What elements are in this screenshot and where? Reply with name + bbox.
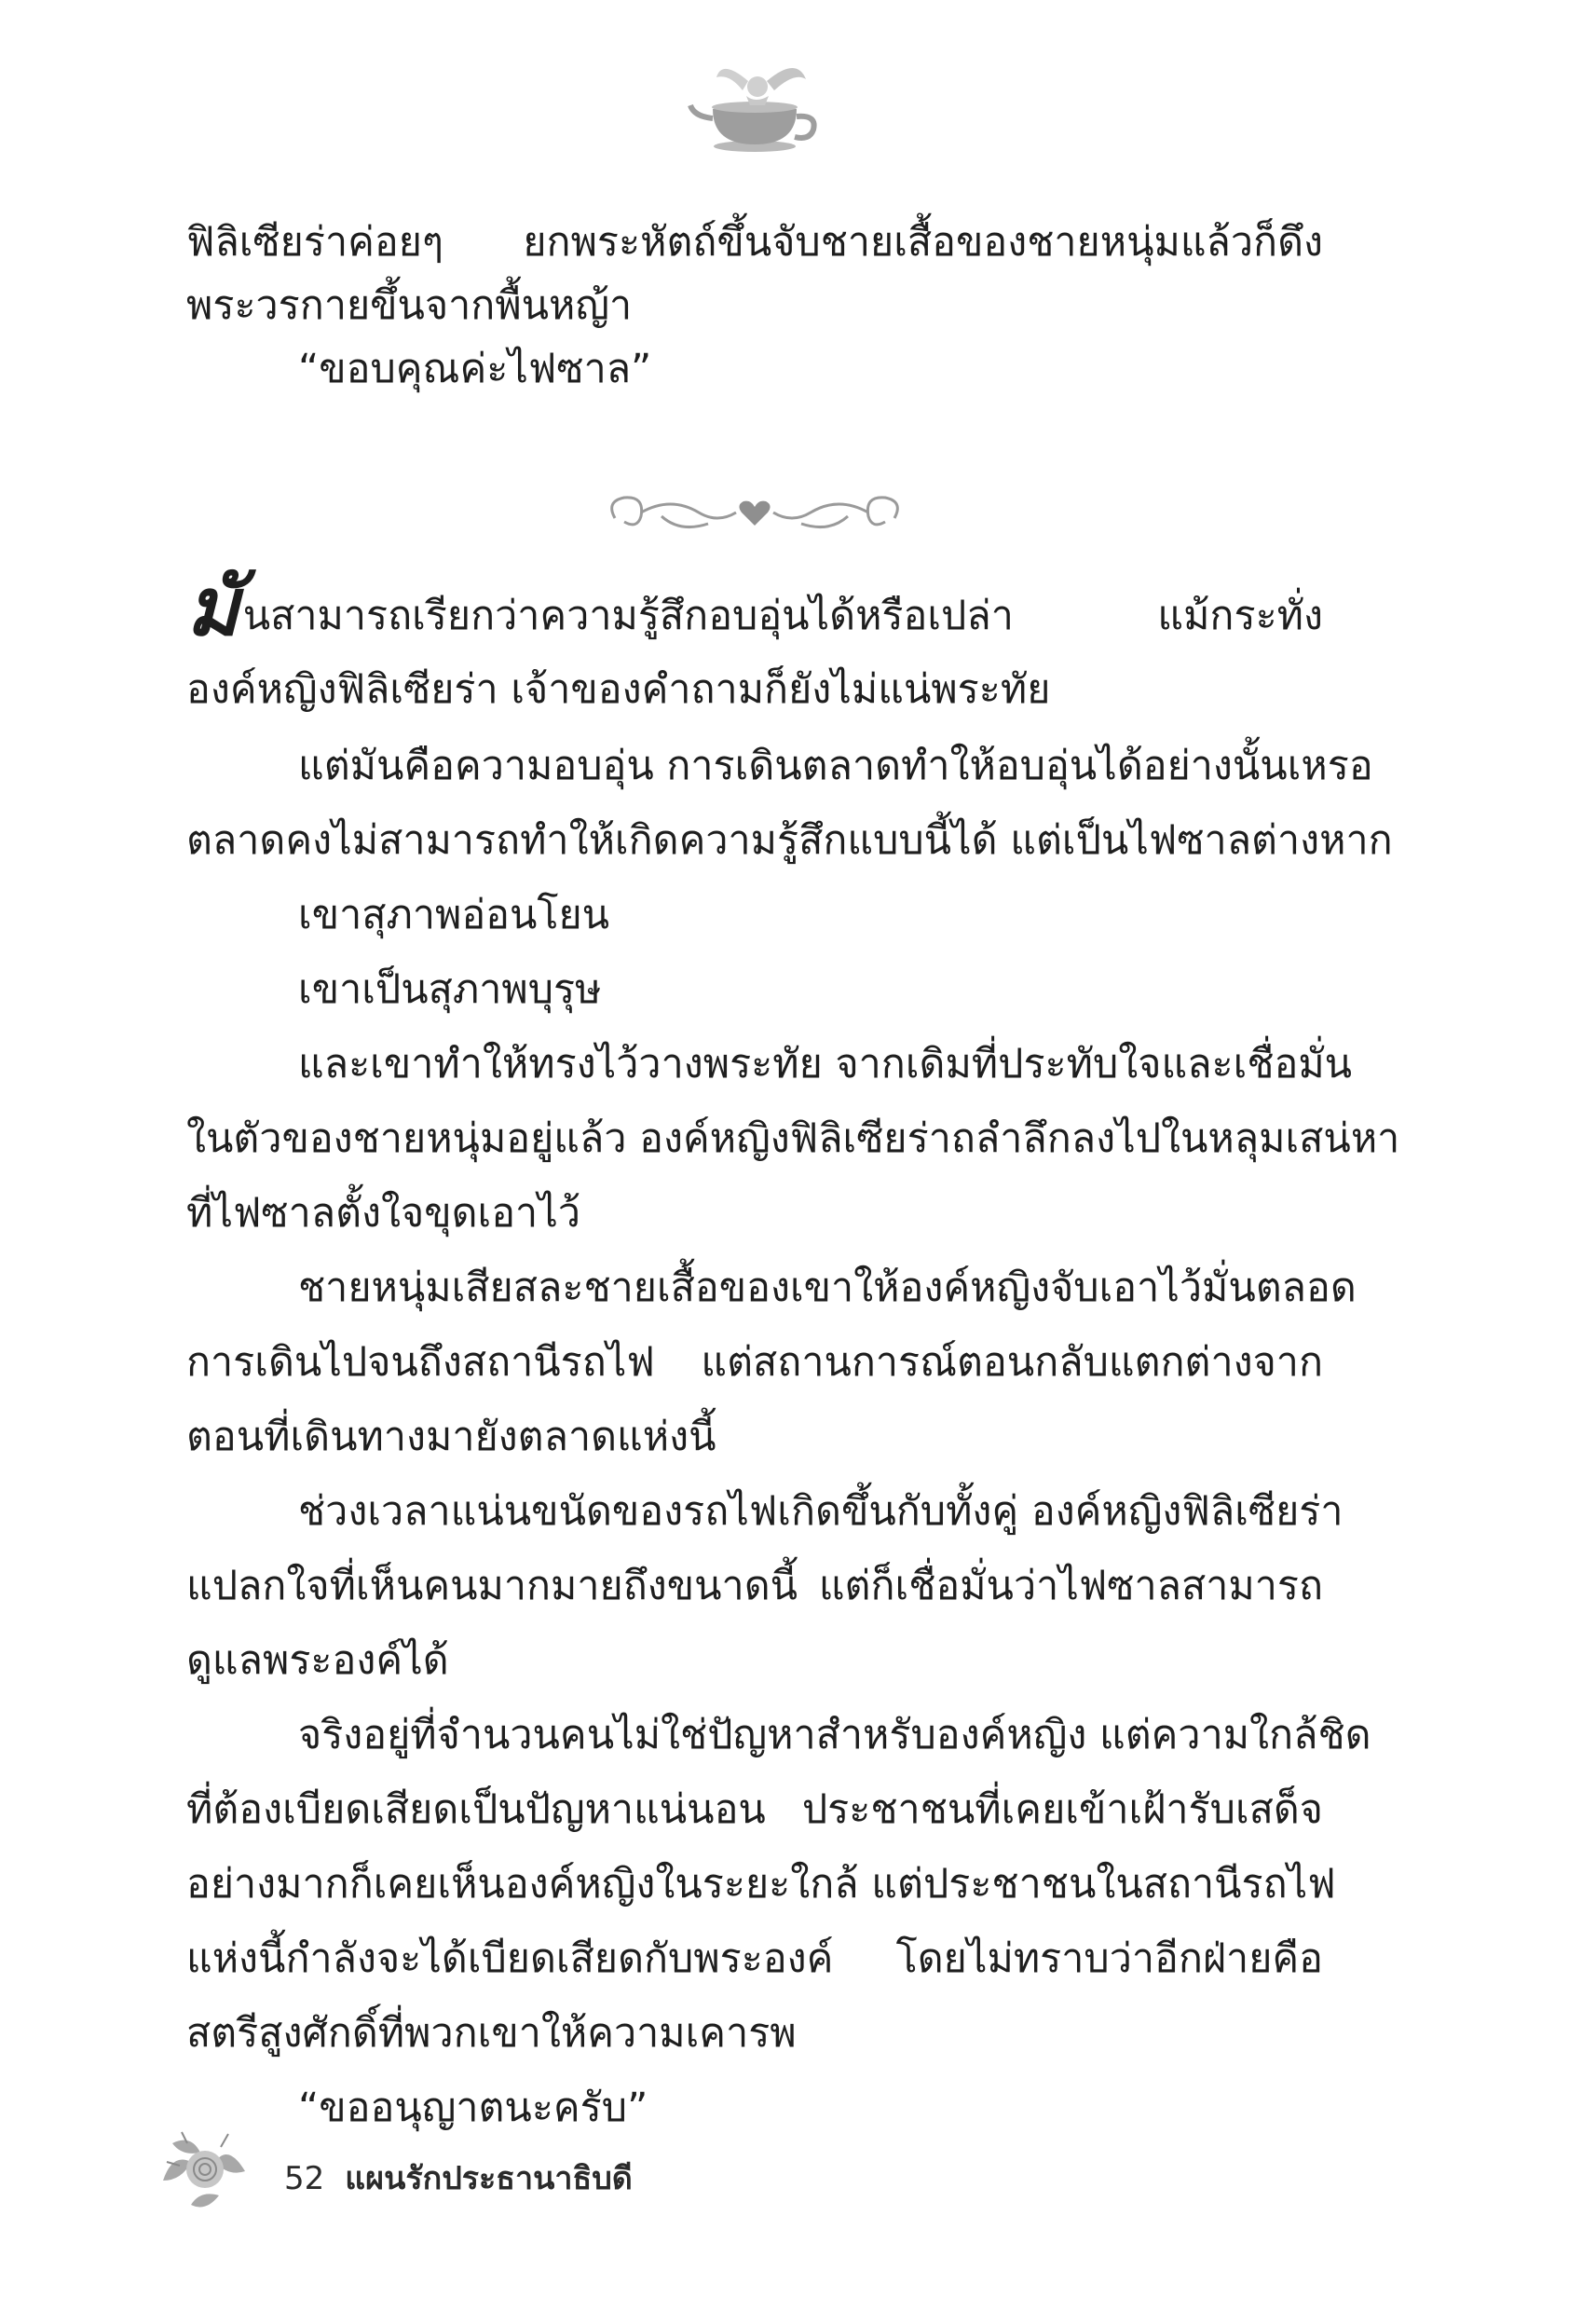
body-line-9: เขาเป็นสุภาพบุรุษ <box>298 966 602 1013</box>
swirl-heart-divider-icon <box>596 485 913 540</box>
dialogue-line: “ขอบคุณค่ะไฟซาล” <box>298 346 652 392</box>
body-line-7: ตลาดคงไม่สามารถทำให้เกิดความรู้สึกแบบนี้ได้ แต่เป็นไฟซาลต่างหาก <box>186 817 1393 864</box>
body-line-2: พระวรกายขึ้นจากพื้นหญ้า <box>186 282 633 329</box>
page-number: 52 <box>284 2160 325 2197</box>
body-line-22: แห่งนี้กำลังจะได้เบียดเสียดกับพระองค์ โดยไม่ทราบว่าอีกฝ่ายคือ <box>186 1935 1323 1982</box>
drop-cap: มั <box>186 561 239 654</box>
opening-line <box>186 561 1323 654</box>
body-line-12: ที่ไฟซาลตั้งใจขุดเอาไว้ <box>186 1190 580 1237</box>
body-line-6: แต่มันคือความอบอุ่น การเดินตลาดทำให้อบอุ่นได้อย่างนั้นเหรอ <box>298 743 1373 789</box>
body-line-11: ในตัวของชายหนุ่มอยู่แล้ว องค์หญิงฟิลิเซียร่าถลำลึกลงไปในหลุมเสน่หา <box>186 1115 1400 1162</box>
body-line-10: และเขาทำให้ทรงไว้วางพระทัย จากเดิมที่ประทับใจและเชื่อมั่น <box>298 1041 1353 1087</box>
cupid-teapot-ornament-icon <box>685 51 825 158</box>
page-footer <box>284 2153 633 2203</box>
flower-ornament-icon <box>154 2115 256 2218</box>
body-line-16: ช่วงเวลาแน่นขนัดของรถไฟเกิดขึ้นกับทั้งคู่ องค์หญิงฟิลิเซียร่า <box>298 1488 1344 1535</box>
book-title: แผนรักประธานาธิบดี <box>345 2160 633 2197</box>
body-line-8: เขาสุภาพอ่อนโยน <box>298 892 610 938</box>
body-line-20: ที่ต้องเบียดเสียดเป็นปัญหาแน่นอน ประชาชนที่เคยเข้าเฝ้ารับเสด็จ <box>186 1786 1323 1833</box>
body-line-23: สตรีสูงศักดิ์ที่พวกเขาให้ความเคารพ <box>186 2010 797 2057</box>
body-line-1: ฟิลิเซียร่าค่อยๆ ยกพระหัตถ์ขึ้นจับชายเสื้อของชายหนุ่มแล้วก็ดึง <box>186 219 1323 266</box>
body-line-13: ชายหนุ่มเสียสละชายเสื้อของเขาให้องค์หญิงจับเอาไว้มั่นตลอด <box>298 1265 1357 1311</box>
body-line-14: การเดินไปจนถึงสถานีรถไฟ แต่สถานการณ์ตอนกลับแตกต่างจาก <box>186 1339 1323 1386</box>
opening-line-text: นสามารถเรียกว่าความรู้สึกอบอุ่นได้หรือเปล่า แม้กระทั่ง <box>242 593 1323 639</box>
body-line-24: “ขออนุญาตนะครับ” <box>298 2085 648 2131</box>
body-line-17: แปลกใจที่เห็นคนมากมายถึงขนาดนี้ แต่ก็เชื่อมั่นว่าไฟซาลสามารถ <box>186 1563 1323 1609</box>
body-line-15: ตอนที่เดินทางมายังตลาดแห่งนี้ <box>186 1414 716 1460</box>
body-line-21: อย่างมากก็เคยเห็นองค์หญิงในระยะใกล้ แต่ประชาชนในสถานีรถไฟ <box>186 1861 1336 1908</box>
body-line-5: องค์หญิงฟิลิเซียร่า เจ้าของคำถามก็ยังไม่แน่พระทัย <box>186 666 1051 713</box>
body-line-18: ดูแลพระองค์ได้ <box>186 1637 449 1684</box>
body-line-19: จริงอยู่ที่จำนวนคนไม่ใช่ปัญหาสำหรับองค์หญิง แต่ความใกล้ชิด <box>298 1712 1371 1758</box>
